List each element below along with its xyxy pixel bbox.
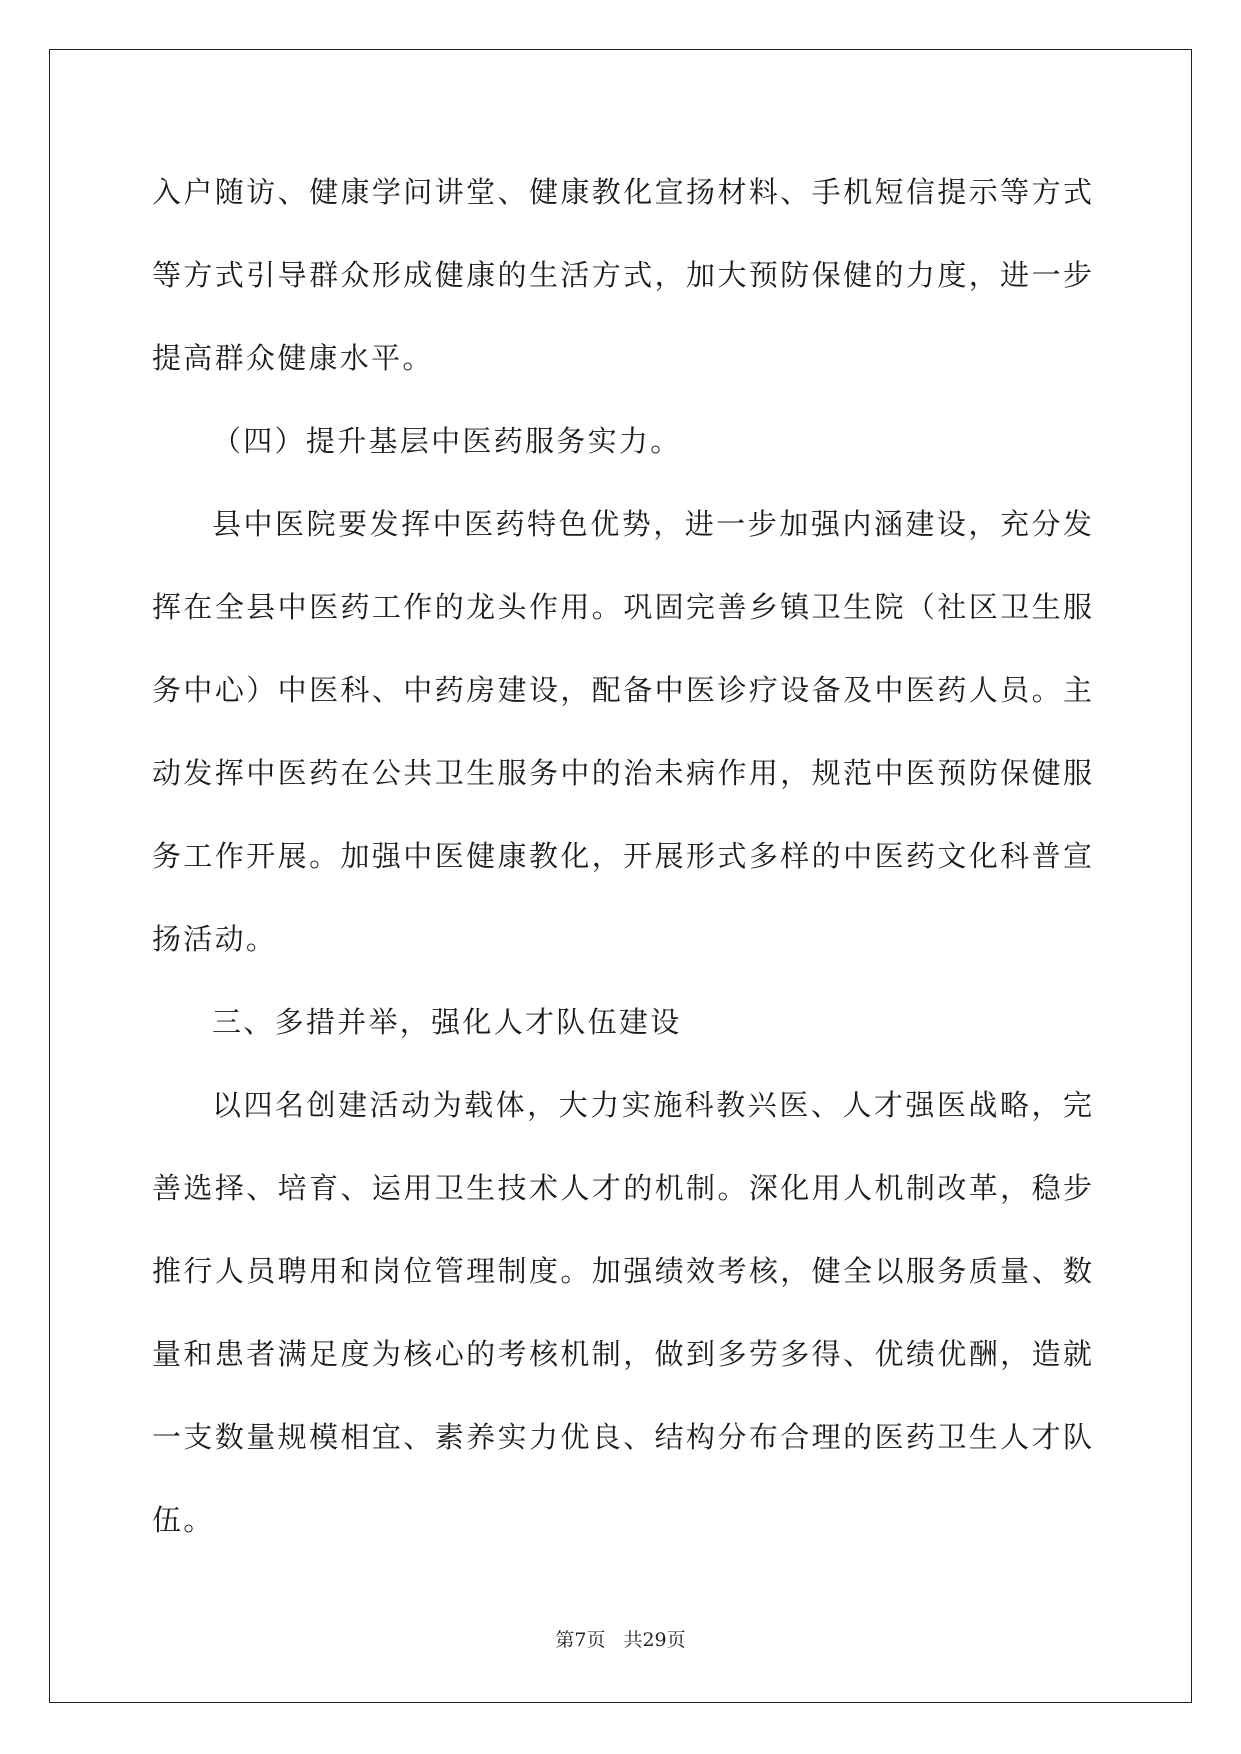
paragraph-line: 推行人员聘用和岗位管理制度。加强绩效考核，健全以服务质量、数 [152,1254,1092,1288]
section-heading: 三、多措并举，强化人才队伍建设 [212,1005,682,1039]
paragraph-line: 务工作开展。加强中医健康教化，开展形式多样的中医药文化科普宣 [152,839,1092,873]
paragraph-line: 量和患者满足度为核心的考核机制，做到多劳多得、优绩优酬，造就 [152,1337,1092,1371]
paragraph-line: 善选择、培育、运用卫生技术人才的机制。深化用人机制改革，稳步 [152,1171,1092,1205]
paragraph-line: 动发挥中医药在公共卫生服务中的治未病作用，规范中医预防保健服 [152,756,1092,790]
document-body [152,165,1092,1576]
paragraph-line: 伍。 [152,1503,215,1537]
paragraph-line: 一支数量规模相宜、素养实力优良、结构分布合理的医药卫生人才队 [152,1420,1092,1454]
paragraph-line: 务中心）中医科、中药房建设，配备中医诊疗设备及中医药人员。主 [152,673,1092,707]
paragraph-line: 县中医院要发挥中医药特色优势，进一步加强内涵建设，充分发 [212,507,1092,541]
page-footer [0,1625,1241,1652]
page-number: 第7页 [555,1629,606,1651]
paragraph-line: 提高群众健康水平。 [152,341,434,375]
paragraph-line: 以四名创建活动为载体，大力实施科教兴医、人才强医战略，完 [212,1088,1092,1122]
paragraph-line: 入户随访、健康学问讲堂、健康教化宣扬材料、手机短信提示等方式 [152,175,1092,209]
page-total: 共29页 [623,1629,686,1651]
paragraph-line: 等方式引导群众形成健康的生活方式，加大预防保健的力度，进一步 [152,258,1092,292]
paragraph-line: 挥在全县中医药工作的龙头作用。巩固完善乡镇卫生院（社区卫生服 [152,590,1092,624]
section-heading: （四）提升基层中医药服务实力。 [212,424,682,458]
paragraph-line: 扬活动。 [152,922,278,956]
